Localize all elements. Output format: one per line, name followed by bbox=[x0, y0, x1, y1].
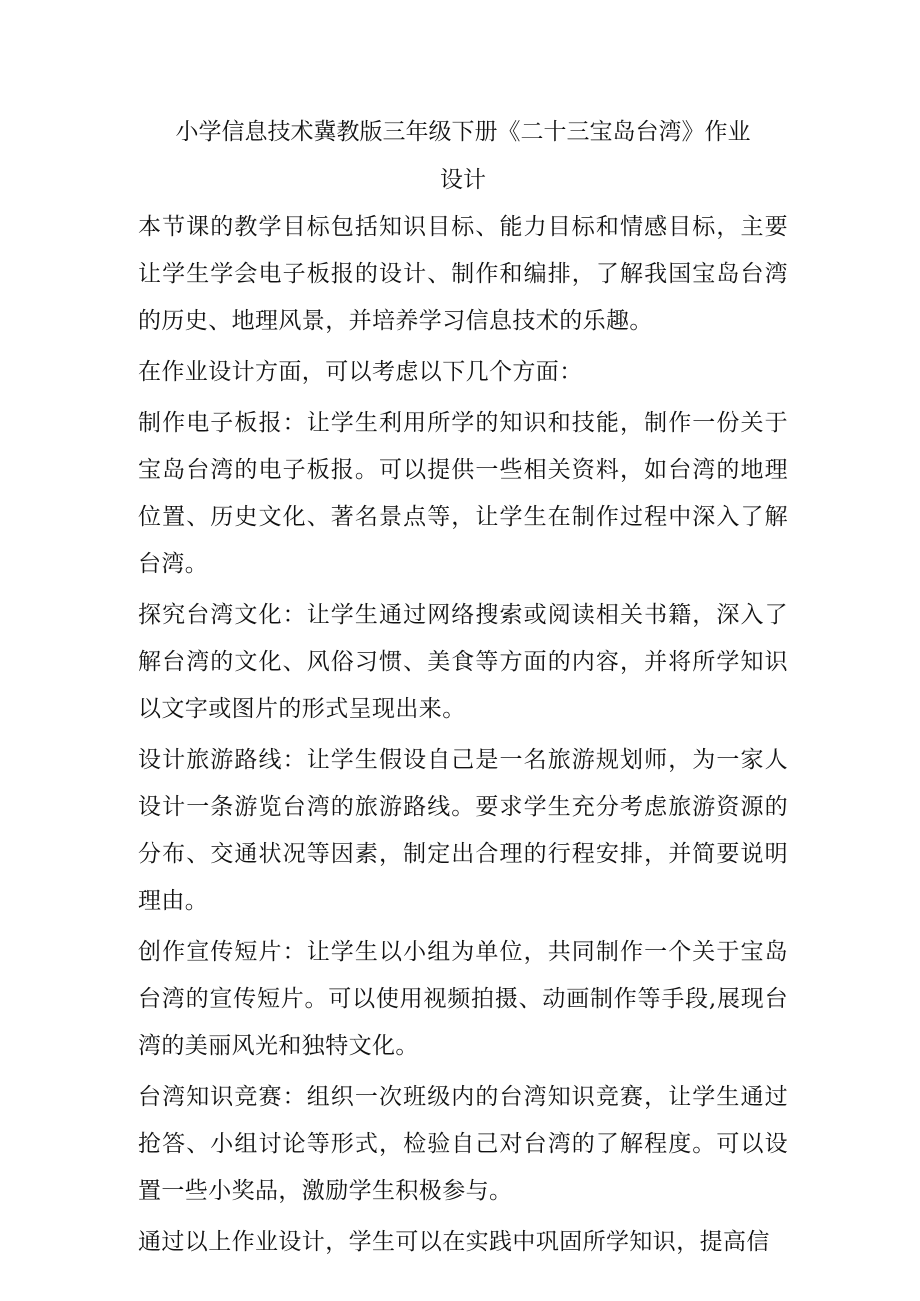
paragraph-teaching-goals: 本节课的教学目标包括知识目标、能力目标和情感目标，主要让学生学会电子板报的设计、制作和编排，了解我国宝岛台湾的历史、地理风景，并培养学习信息技术的乐趣。 bbox=[138, 214, 788, 334]
paragraph-homework-intro: 在作业设计方面，可以考虑以下几个方面： bbox=[138, 359, 583, 385]
document-page bbox=[138, 108, 788, 1266]
document-title-line-1: 小学信息技术冀教版三年级下册《二十三宝岛台湾》作业 bbox=[175, 119, 751, 145]
paragraph-knowledge-contest: 台湾知识竞赛：组织一次班级内的台湾知识竞赛，让学生通过抢答、小组讨论等形式，检验自己对台湾的了解程度。可以设置一些小奖品，激励学生积极参与。 bbox=[138, 1084, 788, 1204]
paragraph-travel-route: 设计旅游路线：让学生假设自己是一名旅游规划师，为一家人设计一条游览台湾的旅游路线。要求学生充分考虑旅游资源的分布、交通状况等因素，制定出合理的行程安排，并简要说明理由。 bbox=[138, 747, 788, 914]
paragraph-explore-culture: 探究台湾文化：让学生通过网络搜索或阅读相关书籍，深入了解台湾的文化、风俗习惯、美食等方面的内容，并将所学知识以文字或图片的形式呈现出来。 bbox=[138, 602, 788, 722]
paragraph-electronic-newspaper: 制作电子板报：让学生利用所学的知识和技能，制作一份关于宝岛台湾的电子板报。可以提供一些相关资料，如台湾的地理位置、历史文化、著名景点等，让学生在制作过程中深入了解台湾。 bbox=[138, 410, 788, 577]
paragraph-promo-video: 创作宣传短片：让学生以小组为单位，共同制作一个关于宝岛台湾的宣传短片。可以使用视频拍摄、动画制作等手段,展现台湾的美丽风光和独特文化。 bbox=[138, 939, 788, 1059]
paragraph-conclusion: 通过以上作业设计，学生可以在实践中巩固所学知识，提高信 bbox=[138, 1229, 770, 1255]
document-title-line-2: 设计 bbox=[440, 167, 486, 193]
